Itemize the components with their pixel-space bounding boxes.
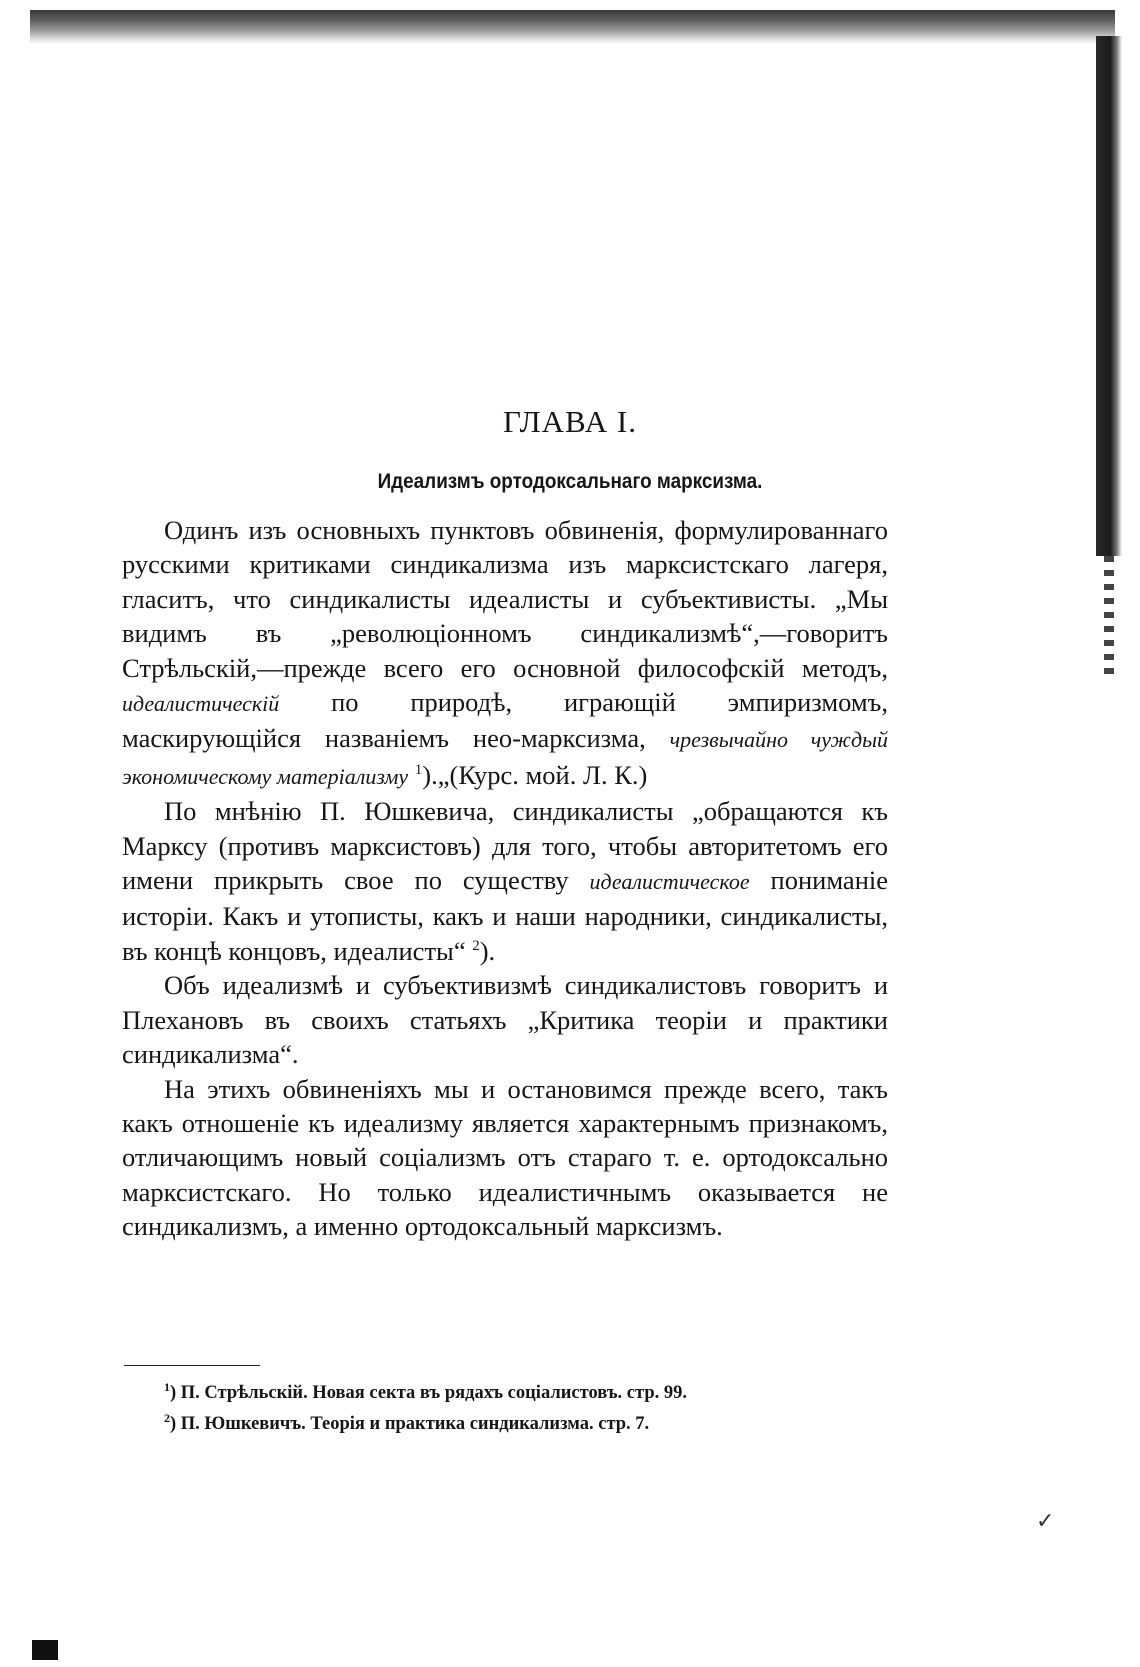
footnote-divider xyxy=(124,1365,260,1366)
stray-pencil-mark: ✓ xyxy=(1036,1508,1055,1533)
paragraph: На этихъ обвиненіяхъ мы и остановимся прежде всего, такъ какъ отношеніе къ идеализму является характернымъ признакомъ, отличающимъ новый соціализмъ отъ стараго т. е. ортодоксально марксистскаго. Но только идеалистичнымъ оказывается не синдикализмъ, а именно ортодоксальный марксизмъ. xyxy=(122,1073,888,1242)
footnote: $^2$) П. Юшкевичъ. Теорія и практика синдикализма. стр. 7. xyxy=(164,1410,650,1434)
paragraph: Одинъ изъ основныхъ пунктовъ обвиненія, формулированнаго русскими критиками синдикализма изъ марксистскаго лагеря, гласитъ, что синдикалисты идеалисты и субъективисты. „Мы видимъ въ „революціонномъ синдикализмѣ“,—говоритъ Стрѣльскій,—прежде всего его основной философскій методъ, идеалистическій по природѣ, играющій эмпиризмомъ, маскирующійся названіемъ нео-марксизма, чрезвычайно чуждый экономическому матеріализму $^1$).„(Курс. мой. Л. К.) xyxy=(122,515,888,790)
scan-edge-right xyxy=(1096,36,1122,556)
scan-edge-right-lower xyxy=(1104,556,1114,676)
footnote: $^1$) П. Стрѣльскій. Новая секта въ рядахъ соціалистовъ. стр. 99. xyxy=(164,1379,687,1403)
footnote-ref: 1 xyxy=(414,762,423,779)
footnotes xyxy=(164,1378,904,1440)
chapter-title: ГЛАВА I. xyxy=(503,404,637,439)
scan-corner-mark xyxy=(32,1640,58,1660)
footnote-ref: 2 xyxy=(472,938,480,955)
scan-edge-top xyxy=(30,10,1115,44)
body-text xyxy=(122,513,888,1244)
chapter-subtitle: Идеализмъ ортодоксальнаго марксизма. xyxy=(377,470,763,493)
paragraph: Объ идеализмѣ и субъективизмѣ синдикалистовъ говоритъ и Плехановъ въ своихъ статьяхъ „Критика теоріи и практики синдикализма“. xyxy=(122,970,888,1070)
paragraph: По мнѣнію П. Юшкевича, синдикалисты „обращаются къ Марксу (противъ марксистовъ) для того, чтобы авторитетомъ его имени прикрыть свое по существу идеалистическое пониманіе исторіи. Какъ и утописты, какъ и наши народники, синдикалисты, въ концѣ концовъ, идеалисты“ $^2$). xyxy=(122,796,888,966)
